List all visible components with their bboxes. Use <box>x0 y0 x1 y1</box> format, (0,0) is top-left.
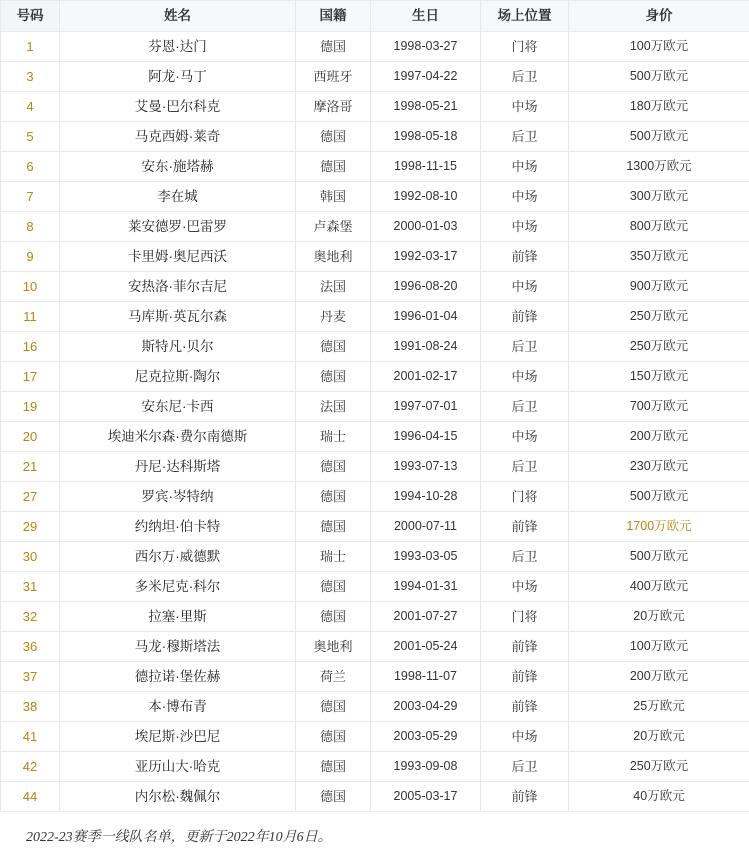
cell-market-value: 100万欧元 <box>569 632 749 662</box>
cell-number: 6 <box>1 152 60 182</box>
cell-market-value: 250万欧元 <box>569 752 749 782</box>
cell-player-name: 德拉诺·堡佐赫 <box>60 662 296 692</box>
table-row <box>1 62 749 92</box>
table-row <box>1 782 749 812</box>
cell-player-name: 内尔松·魏佩尔 <box>60 782 296 812</box>
cell-birthday: 1992-03-17 <box>371 242 481 272</box>
cell-market-value: 500万欧元 <box>569 122 749 152</box>
cell-market-value: 400万欧元 <box>569 572 749 602</box>
cell-market-value: 250万欧元 <box>569 302 749 332</box>
cell-player-name: 西尔万·威德默 <box>60 542 296 572</box>
cell-number: 20 <box>1 422 60 452</box>
cell-position: 后卫 <box>481 542 569 572</box>
cell-player-name: 卡里姆·奥尼西沃 <box>60 242 296 272</box>
table-header-row <box>1 1 749 32</box>
cell-number: 31 <box>1 572 60 602</box>
cell-number: 42 <box>1 752 60 782</box>
cell-player-name: 拉塞·里斯 <box>60 602 296 632</box>
cell-nationality: 奥地利 <box>296 242 371 272</box>
cell-position: 门将 <box>481 602 569 632</box>
cell-market-value: 500万欧元 <box>569 542 749 572</box>
cell-birthday: 1994-10-28 <box>371 482 481 512</box>
cell-player-name: 李在城 <box>60 182 296 212</box>
cell-number: 10 <box>1 272 60 302</box>
cell-number: 32 <box>1 602 60 632</box>
cell-nationality: 瑞士 <box>296 542 371 572</box>
cell-birthday: 1992-08-10 <box>371 182 481 212</box>
cell-birthday: 1993-03-05 <box>371 542 481 572</box>
cell-player-name: 亚历山大·哈克 <box>60 752 296 782</box>
cell-position: 后卫 <box>481 392 569 422</box>
table-body <box>1 32 749 812</box>
cell-position: 后卫 <box>481 452 569 482</box>
cell-position: 后卫 <box>481 62 569 92</box>
table-row <box>1 212 749 242</box>
cell-number: 44 <box>1 782 60 812</box>
cell-player-name: 约纳坦·伯卡特 <box>60 512 296 542</box>
cell-player-name: 芬恩·达门 <box>60 32 296 62</box>
cell-number: 1 <box>1 32 60 62</box>
table-row <box>1 122 749 152</box>
cell-market-value: 200万欧元 <box>569 422 749 452</box>
cell-nationality: 德国 <box>296 752 371 782</box>
cell-birthday: 2005-03-17 <box>371 782 481 812</box>
cell-birthday: 1996-04-15 <box>371 422 481 452</box>
cell-position: 前锋 <box>481 632 569 662</box>
cell-number: 36 <box>1 632 60 662</box>
cell-position: 中场 <box>481 422 569 452</box>
cell-nationality: 法国 <box>296 272 371 302</box>
cell-player-name: 埃尼斯·沙巴尼 <box>60 722 296 752</box>
cell-nationality: 法国 <box>296 392 371 422</box>
cell-position: 后卫 <box>481 752 569 782</box>
cell-market-value: 20万欧元 <box>569 602 749 632</box>
column-header-birthday: 生日 <box>371 1 481 32</box>
cell-nationality: 德国 <box>296 452 371 482</box>
cell-player-name: 马龙·穆斯塔法 <box>60 632 296 662</box>
cell-market-value: 25万欧元 <box>569 692 749 722</box>
table-row <box>1 542 749 572</box>
column-header-nationality: 国籍 <box>296 1 371 32</box>
cell-position: 中场 <box>481 212 569 242</box>
cell-position: 中场 <box>481 272 569 302</box>
cell-market-value: 700万欧元 <box>569 392 749 422</box>
table-row <box>1 152 749 182</box>
cell-number: 9 <box>1 242 60 272</box>
cell-market-value: 250万欧元 <box>569 332 749 362</box>
cell-market-value: 1300万欧元 <box>569 152 749 182</box>
cell-birthday: 1993-07-13 <box>371 452 481 482</box>
cell-nationality: 德国 <box>296 572 371 602</box>
cell-birthday: 2001-07-27 <box>371 602 481 632</box>
cell-player-name: 安热洛·菲尔吉尼 <box>60 272 296 302</box>
cell-position: 前锋 <box>481 242 569 272</box>
cell-number: 29 <box>1 512 60 542</box>
cell-number: 19 <box>1 392 60 422</box>
cell-player-name: 马克西姆·莱奇 <box>60 122 296 152</box>
cell-birthday: 1997-07-01 <box>371 392 481 422</box>
table-row <box>1 662 749 692</box>
cell-position: 后卫 <box>481 122 569 152</box>
cell-nationality: 丹麦 <box>296 302 371 332</box>
cell-nationality: 德国 <box>296 32 371 62</box>
cell-birthday: 1998-11-15 <box>371 152 481 182</box>
table-row <box>1 272 749 302</box>
table-row <box>1 242 749 272</box>
cell-nationality: 德国 <box>296 122 371 152</box>
cell-nationality: 德国 <box>296 512 371 542</box>
cell-player-name: 丹尼·达科斯塔 <box>60 452 296 482</box>
cell-birthday: 1998-05-21 <box>371 92 481 122</box>
cell-nationality: 德国 <box>296 332 371 362</box>
cell-player-name: 安东·施塔赫 <box>60 152 296 182</box>
cell-position: 前锋 <box>481 512 569 542</box>
cell-market-value: 230万欧元 <box>569 452 749 482</box>
cell-birthday: 1993-09-08 <box>371 752 481 782</box>
cell-market-value: 1700万欧元 <box>569 512 749 542</box>
table-header <box>1 1 749 32</box>
table-row <box>1 362 749 392</box>
column-header-value: 身价 <box>569 1 749 32</box>
cell-player-name: 多米尼克·科尔 <box>60 572 296 602</box>
cell-nationality: 西班牙 <box>296 62 371 92</box>
cell-nationality: 德国 <box>296 362 371 392</box>
cell-birthday: 2003-05-29 <box>371 722 481 752</box>
cell-number: 21 <box>1 452 60 482</box>
cell-player-name: 本·博布青 <box>60 692 296 722</box>
cell-position: 门将 <box>481 482 569 512</box>
table-row <box>1 752 749 782</box>
cell-position: 中场 <box>481 182 569 212</box>
cell-player-name: 罗宾·岑特纳 <box>60 482 296 512</box>
cell-birthday: 1998-03-27 <box>371 32 481 62</box>
cell-birthday: 1994-01-31 <box>371 572 481 602</box>
cell-position: 前锋 <box>481 782 569 812</box>
cell-nationality: 德国 <box>296 722 371 752</box>
cell-number: 27 <box>1 482 60 512</box>
cell-number: 41 <box>1 722 60 752</box>
cell-nationality: 德国 <box>296 692 371 722</box>
table-row <box>1 572 749 602</box>
table-row <box>1 182 749 212</box>
cell-birthday: 2001-05-24 <box>371 632 481 662</box>
table-row <box>1 302 749 332</box>
table-row <box>1 392 749 422</box>
cell-market-value: 200万欧元 <box>569 662 749 692</box>
table-row <box>1 602 749 632</box>
cell-position: 后卫 <box>481 332 569 362</box>
cell-position: 中场 <box>481 572 569 602</box>
table-row <box>1 422 749 452</box>
cell-player-name: 埃迪米尔森·费尔南德斯 <box>60 422 296 452</box>
cell-market-value: 180万欧元 <box>569 92 749 122</box>
cell-number: 30 <box>1 542 60 572</box>
cell-position: 前锋 <box>481 692 569 722</box>
cell-nationality: 摩洛哥 <box>296 92 371 122</box>
cell-birthday: 1998-05-18 <box>371 122 481 152</box>
cell-player-name: 尼克拉斯·陶尔 <box>60 362 296 392</box>
cell-position: 中场 <box>481 92 569 122</box>
cell-birthday: 2000-01-03 <box>371 212 481 242</box>
cell-nationality: 奥地利 <box>296 632 371 662</box>
column-header-name: 姓名 <box>60 1 296 32</box>
cell-market-value: 40万欧元 <box>569 782 749 812</box>
cell-birthday: 2003-04-29 <box>371 692 481 722</box>
table-row <box>1 452 749 482</box>
cell-position: 前锋 <box>481 302 569 332</box>
table-row <box>1 332 749 362</box>
cell-player-name: 莱安德罗·巴雷罗 <box>60 212 296 242</box>
cell-player-name: 斯特凡·贝尔 <box>60 332 296 362</box>
cell-market-value: 900万欧元 <box>569 272 749 302</box>
cell-birthday: 1998-11-07 <box>371 662 481 692</box>
cell-number: 17 <box>1 362 60 392</box>
column-header-number: 号码 <box>1 1 60 32</box>
cell-birthday: 1996-01-04 <box>371 302 481 332</box>
cell-nationality: 卢森堡 <box>296 212 371 242</box>
cell-number: 37 <box>1 662 60 692</box>
cell-market-value: 20万欧元 <box>569 722 749 752</box>
cell-birthday: 1997-04-22 <box>371 62 481 92</box>
cell-number: 11 <box>1 302 60 332</box>
cell-number: 7 <box>1 182 60 212</box>
cell-nationality: 韩国 <box>296 182 371 212</box>
cell-number: 38 <box>1 692 60 722</box>
cell-market-value: 500万欧元 <box>569 482 749 512</box>
table-row <box>1 632 749 662</box>
cell-position: 中场 <box>481 362 569 392</box>
cell-nationality: 德国 <box>296 782 371 812</box>
cell-birthday: 2001-02-17 <box>371 362 481 392</box>
table-row <box>1 92 749 122</box>
cell-nationality: 德国 <box>296 482 371 512</box>
cell-nationality: 瑞士 <box>296 422 371 452</box>
table-row <box>1 512 749 542</box>
table-footnote: 2022-23赛季一线队名单，更新于2022年10月6日。 <box>26 830 332 845</box>
cell-birthday: 2000-07-11 <box>371 512 481 542</box>
cell-market-value: 150万欧元 <box>569 362 749 392</box>
cell-position: 中场 <box>481 152 569 182</box>
table-row <box>1 722 749 752</box>
table-row <box>1 482 749 512</box>
cell-position: 门将 <box>481 32 569 62</box>
cell-nationality: 荷兰 <box>296 662 371 692</box>
column-header-position: 场上位置 <box>481 1 569 32</box>
cell-position: 中场 <box>481 722 569 752</box>
cell-number: 5 <box>1 122 60 152</box>
cell-number: 16 <box>1 332 60 362</box>
cell-number: 4 <box>1 92 60 122</box>
cell-nationality: 德国 <box>296 152 371 182</box>
cell-birthday: 1996-08-20 <box>371 272 481 302</box>
cell-birthday: 1991-08-24 <box>371 332 481 362</box>
cell-player-name: 安东尼·卡西 <box>60 392 296 422</box>
cell-player-name: 阿龙·马丁 <box>60 62 296 92</box>
cell-market-value: 800万欧元 <box>569 212 749 242</box>
table-row <box>1 32 749 62</box>
cell-player-name: 艾曼·巴尔科克 <box>60 92 296 122</box>
cell-market-value: 300万欧元 <box>569 182 749 212</box>
cell-player-name: 马库斯·英瓦尔森 <box>60 302 296 332</box>
cell-market-value: 500万欧元 <box>569 62 749 92</box>
cell-market-value: 100万欧元 <box>569 32 749 62</box>
cell-nationality: 德国 <box>296 602 371 632</box>
cell-market-value: 350万欧元 <box>569 242 749 272</box>
cell-number: 8 <box>1 212 60 242</box>
cell-number: 3 <box>1 62 60 92</box>
table-row <box>1 692 749 722</box>
cell-position: 前锋 <box>481 662 569 692</box>
